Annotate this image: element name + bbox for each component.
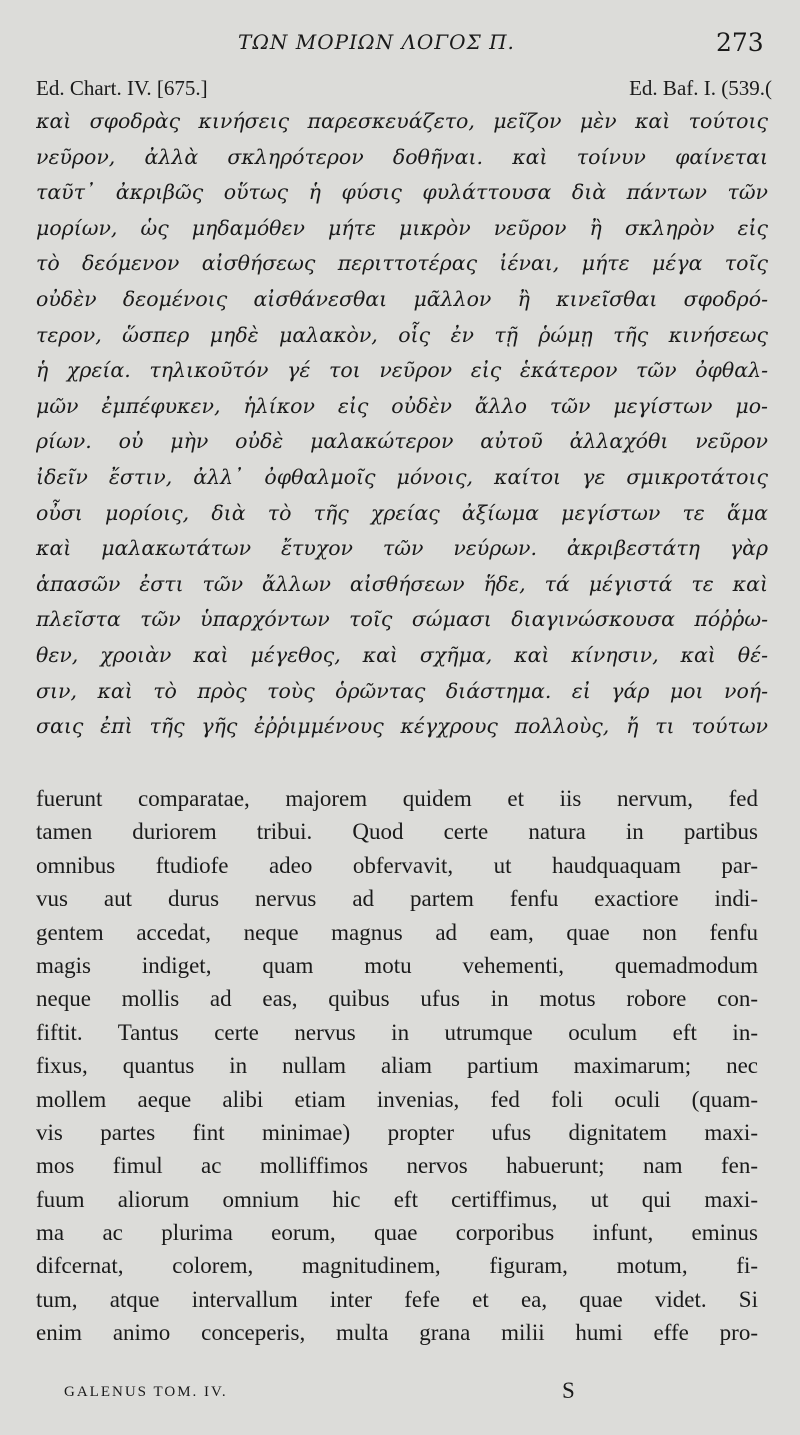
- signature-mark: S: [562, 1378, 575, 1403]
- text-line: μορίων, ὡς μηδαμόθεν μήτε μικρὸν νεῦρον ἢ σκληρὸν εἰς: [36, 215, 768, 240]
- text-line: τὸ δεόμενον αἰσθήσεως περιττοτέρας ἰέναι, μήτε μέγα τοῖς: [36, 251, 768, 276]
- text-line: neque mollis ad eas, quibus ufus in motus robore con-: [36, 986, 758, 1012]
- text-line: καὶ μαλακωτάτων ἔτυχον τῶν νεύρων. ἀκριβεστάτη γὰρ: [36, 536, 768, 561]
- edition-references: [36, 76, 772, 104]
- signature-line: GALENUS TOM. IV.: [64, 1384, 228, 1400]
- edition-right: Ed. Baf. I. (539.(: [629, 76, 772, 100]
- text-line: mollem aeque alibi etiam invenias, fed foli oculi (quam-: [36, 1086, 758, 1112]
- text-line: vus aut durus nervus ad partem fenfu exactiore indi-: [36, 886, 758, 912]
- text-line: ἁπασῶν ἐστι τῶν ἄλλων αἰσθήσεων ἥδε, τά μέγιστά τε καὶ: [36, 571, 768, 596]
- text-line: ma ac plurima eorum, quae corporibus infunt, eminus: [36, 1220, 758, 1246]
- text-line: fuum aliorum omnium hic eft certiffimus, ut qui maxi-: [36, 1186, 758, 1212]
- text-line: omnibus ftudiofe adeo obfervavit, ut haudquaquam par-: [36, 852, 758, 878]
- text-line: fixus, quantus in nullam aliam partium maximarum; nec: [36, 1053, 758, 1079]
- latin-text-block: [36, 782, 758, 1350]
- edition-left: Ed. Chart. IV. [675.]: [36, 76, 208, 100]
- text-line: μῶν ἐμπέφυκεν, ἡλίκον εἰς οὐδὲν ἄλλο τῶν μεγίστων μο-: [36, 393, 768, 418]
- text-line: tum, atque intervallum inter fefe et ea, quae videt. Si: [36, 1286, 758, 1312]
- text-line: gentem accedat, neque magnus ad eam, quae non fenfu: [36, 919, 758, 945]
- page-number: 273: [716, 28, 764, 57]
- text-line: magis indiget, quam motu vehementi, quemadmodum: [36, 952, 758, 978]
- text-line: πλεῖστα τῶν ὑπαρχόντων τοῖς σώμασι διαγινώσκουσα πόῤῥω-: [36, 607, 768, 632]
- text-line: τερον, ὥσπερ μηδὲ μαλακὸν, οἷς ἐν τῇ ῥώμῃ τῆς κινήσεως: [36, 322, 768, 347]
- text-line: ἰδεῖν ἔστιν, ἀλλ᾽ ὀφθαλμοῖς μόνοις, καίτοι γε σμικροτάτοις: [36, 464, 768, 489]
- greek-text-block: [36, 104, 768, 745]
- running-header: [0, 28, 800, 64]
- text-line: difcernat, colorem, magnitudinem, figuram, motum, fi-: [36, 1253, 758, 1279]
- text-line: vis partes fint minimae) propter ufus dignitatem maxi-: [36, 1119, 758, 1145]
- text-line: σαις ἐπὶ τῆς γῆς ἐῤῥιμμένους κέγχρους πολλοὺς, ἤ τι τούτων: [36, 714, 768, 739]
- text-line: νεῦρον, ἀλλὰ σκληρότερον δοθῆναι. καὶ τοίνυν φαίνεται: [36, 144, 768, 169]
- text-line: καὶ σφοδρὰς κινήσεις παρεσκευάζετο, μεῖζον μὲν καὶ τούτοις: [36, 109, 768, 133]
- text-line: mos fimul ac molliffimos nervos habuerunt; nam fen-: [36, 1153, 758, 1179]
- text-line: θεν, χροιὰν καὶ μέγεθος, καὶ σχῆμα, καὶ κίνησιν, καὶ θέ-: [36, 642, 768, 667]
- text-line: fiftit. Tantus certe nervus in utrumque oculum eft in-: [36, 1019, 758, 1045]
- text-line: ἡ χρεία. τηλικοῦτόν γέ τοι νεῦρον εἰς ἑκάτερον τῶν ὀφθαλ-: [36, 358, 768, 383]
- text-line: σιν, καὶ τὸ πρὸς τοὺς ὁρῶντας διάστημα. εἰ γάρ μοι νοή-: [36, 678, 768, 703]
- text-line: οὖσι μορίοις, διὰ τὸ τῆς χρείας ἀξίωμα μεγίστων τε ἅμα: [36, 500, 768, 525]
- text-line: fuerunt comparatae, majorem quidem et iis nervum, fed: [36, 786, 758, 811]
- page-footer: [64, 1378, 764, 1408]
- text-line: tamen duriorem tribui. Quod certe natura in partibus: [36, 819, 758, 845]
- text-line: οὐδὲν δεομένοις αἰσθάνεσθαι μᾶλλον ἢ κινεῖσθαι σφοδρό-: [36, 286, 768, 311]
- running-title: ΤΩΝ ΜΟΡΙΩΝ ΛΟΓΟΣ Π.: [238, 30, 515, 54]
- text-line: enim animo conceperis, multa grana milii humi effe pro-: [36, 1320, 758, 1346]
- text-line: ρίων. οὐ μὴν οὐδὲ μαλακώτερον αὐτοῦ ἀλλαχόθι νεῦρον: [36, 429, 768, 454]
- text-line: ταῦτ᾽ ἀκριβῶς οὕτως ἡ φύσις φυλάττουσα διὰ πάντων τῶν: [36, 180, 768, 205]
